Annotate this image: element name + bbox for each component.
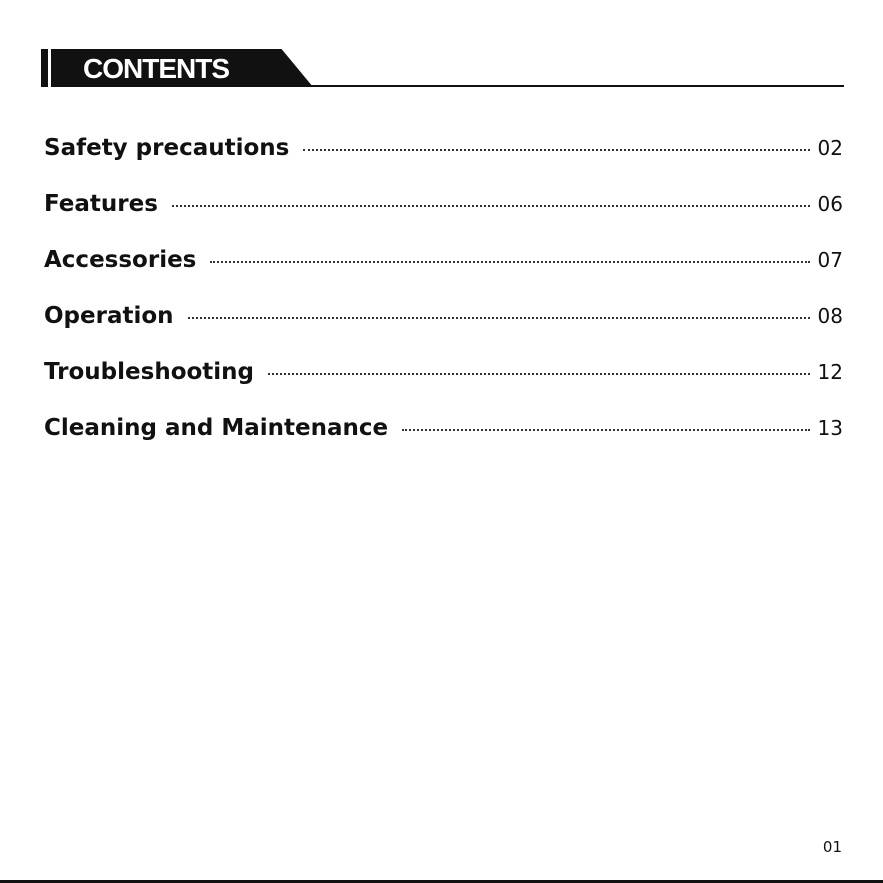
toc-entry-features[interactable] <box>44 184 843 240</box>
toc-entry-title: Accessories <box>44 247 197 273</box>
toc-entry-operation[interactable] <box>44 296 843 352</box>
contents-header <box>41 49 844 87</box>
toc-entry-accessories[interactable] <box>44 240 843 296</box>
page-title: CONTENTS <box>83 53 229 84</box>
toc-entry-title: Troubleshooting <box>44 359 255 385</box>
toc-entry-cleaning-and-maintenance[interactable] <box>44 408 843 464</box>
toc-dot-leader <box>402 428 809 431</box>
toc-dot-leader <box>303 148 809 151</box>
toc-dot-leader <box>188 316 810 319</box>
page-number: 01 <box>822 838 842 856</box>
header-accent-bar <box>41 49 48 87</box>
header-divider <box>51 85 844 87</box>
toc-dot-leader <box>268 372 810 375</box>
toc-entry-title: Operation <box>44 303 174 329</box>
toc-entry-troubleshooting[interactable] <box>44 352 843 408</box>
table-of-contents <box>44 128 843 464</box>
toc-entry-safety-precautions[interactable] <box>44 128 843 184</box>
toc-entry-title: Safety precautions <box>44 135 290 161</box>
toc-entry-title: Features <box>44 191 158 217</box>
toc-entry-page: 02 <box>817 136 843 160</box>
toc-entry-page: 08 <box>817 304 843 328</box>
toc-entry-page: 06 <box>817 192 843 216</box>
toc-dot-leader <box>172 204 810 207</box>
toc-entry-title: Cleaning and Maintenance <box>44 415 389 441</box>
toc-entry-page: 07 <box>817 248 843 272</box>
toc-entry-page: 13 <box>817 416 843 440</box>
toc-entry-page: 12 <box>817 360 843 384</box>
toc-dot-leader <box>210 260 809 263</box>
